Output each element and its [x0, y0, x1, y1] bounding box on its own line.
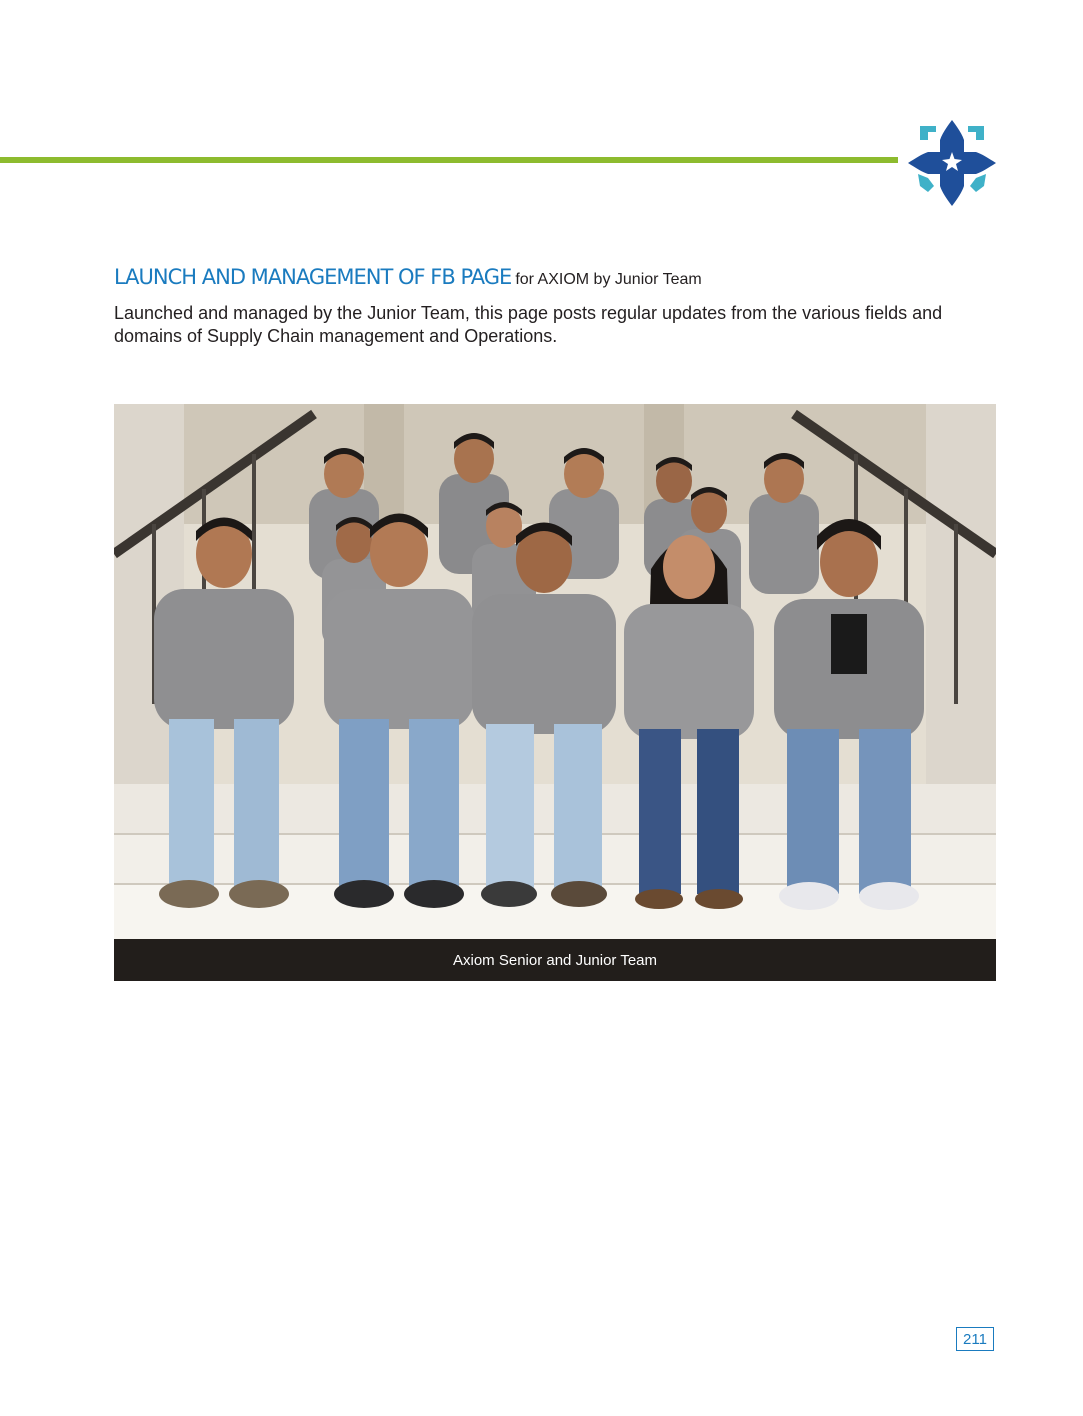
- section-heading: [114, 262, 1004, 295]
- page-number: 211: [956, 1327, 994, 1351]
- axiom-cross-logo-icon: [906, 118, 998, 208]
- section-subtitle: for AXIOM by Junior Team: [515, 271, 702, 288]
- section-title: LAUNCH AND MANAGEMENT OF FB PAGE: [114, 265, 512, 289]
- figure-caption-bar: [114, 939, 996, 981]
- team-photo: [114, 404, 996, 939]
- figure-caption: Axiom Senior and Junior Team: [453, 951, 657, 969]
- section-body: Launched and managed by the Junior Team, this page posts regular updates from the various fields and domains of Supply Chain management and Operations.: [114, 303, 943, 346]
- header-rule: [0, 157, 898, 163]
